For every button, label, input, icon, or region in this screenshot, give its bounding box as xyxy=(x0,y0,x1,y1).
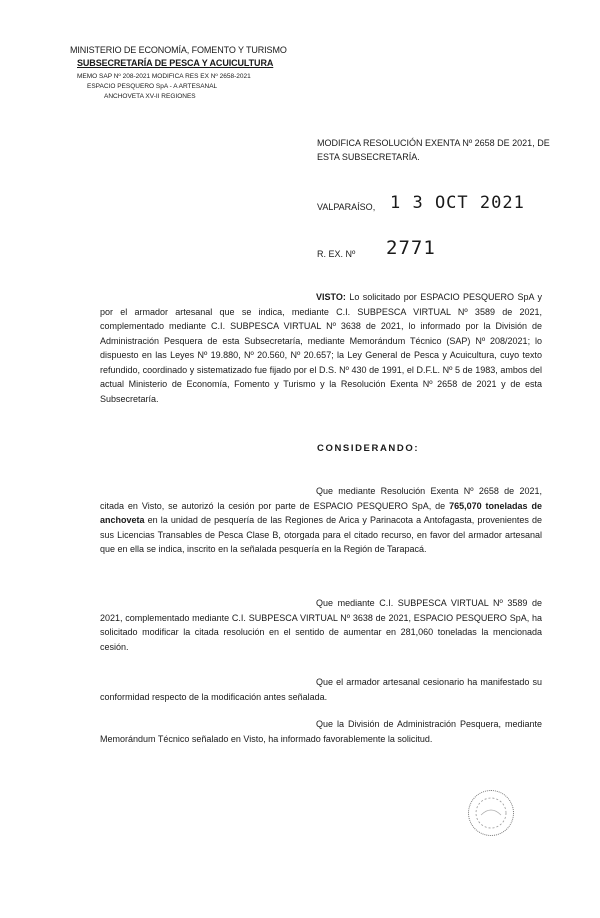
resolution-label: R. EX. Nº xyxy=(317,249,356,259)
company-reference: ESPACIO PESQUERO SpA - A ARTESANAL xyxy=(87,83,218,90)
considerando-paragraph-4: Que la División de Administración Pesquera, mediante Memorándum Técnico señalado en Visto, ha informado favorablemente la solicitud. xyxy=(100,719,542,744)
date-stamp: 1 3 OCT 2021 xyxy=(390,193,525,213)
subject-line-2: ESTA SUBSECRETARÍA. xyxy=(317,152,420,162)
visto-paragraph xyxy=(100,290,542,406)
resolution-subject xyxy=(317,136,550,164)
ministry-name: MINISTERIO DE ECONOMÍA, FOMENTO Y TURISMO xyxy=(70,45,287,55)
p1-text-a: Que mediante Resolución Exenta Nº 2658 de 2021, citada en Visto, se autorizó la cesión por parte de ESPACIO PESQUERO SpA, de xyxy=(100,486,542,511)
place-label: VALPARAÍSO, xyxy=(317,202,376,212)
considerando-title: CONSIDERANDO: xyxy=(317,443,420,454)
considerando-paragraph-2: Que mediante C.I. SUBPESCA VIRTUAL Nº 3589 de 2021, complementado mediante C.I. SUBPESCA VIRTUAL Nº 3638 de 2021, ESPACIO PESQUERO SpA, ha solicitado modificar la citada resolución en el sentido de aumentar en 281,060 toneladas la mencionada cesión. xyxy=(100,598,542,652)
resolution-number: 2771 xyxy=(386,237,436,259)
considerando-paragraph-3: Que el armador artesanal cesionario ha manifestado su conformidad respecto de la modificación antes señalada. xyxy=(100,677,542,702)
undersecretariat-name: SUBSECRETARÍA DE PESCA Y ACUICULTURA xyxy=(77,58,274,68)
p1-text-b: en la unidad de pesquería de las Regiones de Arica y Parinacota a Antofagasta, provenientes de sus Licencias Transables de Pesca Clase B, otorgada para el citado recurso, en favor del armador artesanal que en ella se indica, inscrito en la señalada pesquería en la Región de Tarapacá. xyxy=(100,515,542,554)
official-seal-icon xyxy=(468,790,514,836)
subject-line-1: MODIFICA RESOLUCIÓN EXENTA Nº 2658 DE 2021, DE xyxy=(317,138,550,148)
p1-bold: 765,070 toneladas de anchoveta xyxy=(100,500,542,525)
visto-label: VISTO: xyxy=(316,292,346,302)
considerando-paragraph-1 xyxy=(100,484,542,557)
visto-text: Lo solicitado por ESPACIO PESQUERO SpA y por el armador artesanal que se indica, mediante C.I. SUBPESCA VIRTUAL Nº 3589 de 2021, complementado mediante C.I. SUBPESCA VIRTUAL Nº 3638 de 2021, lo informado por la División de Administración Pesquera de esta Subsecretaría, mediante Memorándum Técnico (SAP) Nº 208/2021; lo dispuesto en las Leyes Nº 19.880, Nº 20.560, Nº 20.657; la Ley General de Pesca y Acuicultura, cuyo texto refundido, coordinado y sistematizado fue fijado por el D.S. Nº 430 de 1991, el D.F.L. Nº 5 de 1983, ambos del actual Ministerio de Economía, Fomento y Turismo y la Resolución Exenta Nº 2658 de 2021 y de esta Subsecretaría. xyxy=(100,292,542,404)
memo-reference: MEMO SAP Nº 208-2021 MODIFICA RES EX Nº 2658-2021 xyxy=(77,73,251,80)
seal-mark-icon xyxy=(469,791,513,835)
species-reference: ANCHOVETA XV-II REGIONES xyxy=(104,93,196,100)
